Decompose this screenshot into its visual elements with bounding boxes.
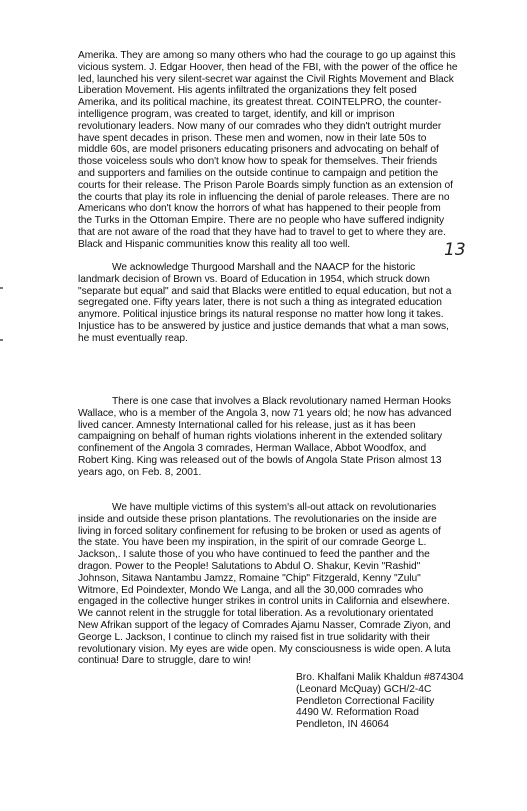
text-line: George L. Jackson, I continue to clinch my raised fist in true solidarity with their [78, 631, 430, 643]
text-line: revolutionary leaders. Now many of our comrades who they didn't outright murder [78, 120, 442, 132]
text-line: courts for their release. The Prison Parole Boards simply function as an extension of [78, 179, 453, 191]
text-line: anymore. Political injustice brings its natural response no matter how long it takes. [78, 309, 444, 321]
paragraph-3 [78, 396, 496, 479]
text-line: Robert King. King was released out of the bowls of Angola State Prison almost 13 [78, 454, 442, 466]
text-line: intelligence program, was created to target, identify, and kill or imprison [78, 108, 395, 120]
text-line: inside and outside these prison plantations. The revolutionaries on the inside are [78, 513, 437, 525]
text-line: those voiceless souls who don't know how to speak for themselves. Their friends [78, 156, 438, 168]
text-line: Black and Hispanic communities know this reality all too well. [78, 238, 351, 250]
text-line: the courts that play its role in influencing the denial of parole releases. There are no [78, 191, 450, 203]
text-line: revolutionary vision. My eyes are wide open. My consciousness is wide open. A luta [78, 643, 451, 655]
text-line: Jackson,. I salute those of you who have continued to feed the panther and the [78, 549, 430, 561]
text-line: continua! Dare to struggle, dare to win! [78, 655, 251, 667]
text-line: vicious system. J. Edgar Hoover, then head of the FBI, with the power of the office he [78, 61, 458, 73]
text-line: We cannot relent in the struggle for total liberation. As a revolutionary orientated [78, 608, 434, 620]
text-line: years ago, on Feb. 8, 2001. [78, 466, 202, 478]
text-line: the Turks in the Ottoman Empire. There are no people who have suffered indignity [78, 215, 444, 227]
text-line: "separate but equal" and said that Blacks were entitled to equal education, but not a [78, 285, 452, 297]
text-line: living in forced solitary confinement for refusing to be broken or used as agents of [78, 525, 441, 537]
page-number: 13 [444, 240, 466, 260]
text-line: that are not aware of the road that they have had to travel to get to where they are. [78, 226, 446, 238]
text-line: New Afrikan support of the legacy of Comrades Ajamu Nasser, Comrade Ziyon, and [78, 619, 451, 631]
text-line: confinement of the Angola 3 comrades, Herman Wallace, Abbot Woodfox, and [78, 443, 427, 455]
margin-mark [0, 339, 3, 341]
text-line: Wallace, who is a member of the Angola 3, now 71 years old; he now has advanced [78, 407, 452, 419]
text-line: Amerika, and its political machine, its greatest threat. COINTELPRO, the counter- [78, 97, 442, 109]
text-line: Injustice has to be answered by justice and justice demands that what a man sows, [78, 320, 449, 332]
paragraph-1 [78, 50, 496, 251]
signature-line: 4490 W. Reformation Road [296, 707, 419, 719]
text-line: dragon. Power to the People! Salutations to Abdul O. Shakur, Kevin "Rashid" [78, 560, 421, 572]
text-line: he must eventually reap. [78, 332, 188, 344]
signature-line: Bro. Khalfani Malik Khaldun #874304 [296, 672, 464, 683]
text-line: We acknowledge Thurgood Marshall and the NAACP for the historic [112, 262, 416, 273]
text-line: led, launched his very silent-secret war against the Civil Rights Movement and Black [78, 73, 454, 85]
text-line: lived cancer. Amnesty International called for his release, just as it has been [78, 419, 416, 431]
margin-mark [0, 287, 3, 289]
paragraph-2 [78, 262, 496, 345]
text-line: and supporters and families on the outside continue to campaign and petition the [78, 167, 439, 179]
text-line: the state. You have been my inspiration, in the spirit of our comrade George L. [78, 537, 427, 549]
text-line: Amerika. They are among so many others who had the courage to go up against this [78, 50, 456, 61]
text-line: have spent decades in prison. These men and women, now in their late 50s to [78, 132, 427, 144]
text-line: Liberation Movement. His agents infiltrated the organizations they felt posed [78, 85, 417, 97]
signature-line: Pendleton, IN 46064 [296, 719, 389, 731]
text-line: campaigning on behalf of human rights violations inherent in the extended solitary [78, 431, 443, 443]
text-line: segregated one. Fifty years later, there is not such a thing as integrated education [78, 297, 442, 309]
signature-block [296, 672, 496, 731]
text-line: landmark decision of Brown vs. Board of Education in 1954, which struck down [78, 273, 430, 285]
signature-line: (Leonard McQuay) GCH/2-4C [296, 683, 432, 695]
signature-line: Pendleton Correctional Facility [296, 695, 435, 707]
text-line: Johnson, Sitawa Nantambu Jamzz, Romaine "Chip" Fitzgerald, Kenny "Zulu" [78, 572, 421, 584]
text-line: middle 60s, are model prisoners educating prisoners and advocating on behalf of [78, 144, 439, 156]
text-line: There is one case that involves a Black revolutionary named Herman Hooks [112, 396, 451, 407]
text-line: Americans who don't know the horrors of what has happened to their people from [78, 203, 441, 215]
text-line: We have multiple victims of this system's all-out attack on revolutionaries [112, 502, 437, 513]
text-line: Witmore, Ed Poindexter, Mondo We Langa, and all the 30,000 comrades who [78, 584, 424, 596]
paragraph-4 [78, 502, 496, 667]
text-line: engaged in the collective hunger strikes in control units in California and elsewhere. [78, 596, 450, 608]
